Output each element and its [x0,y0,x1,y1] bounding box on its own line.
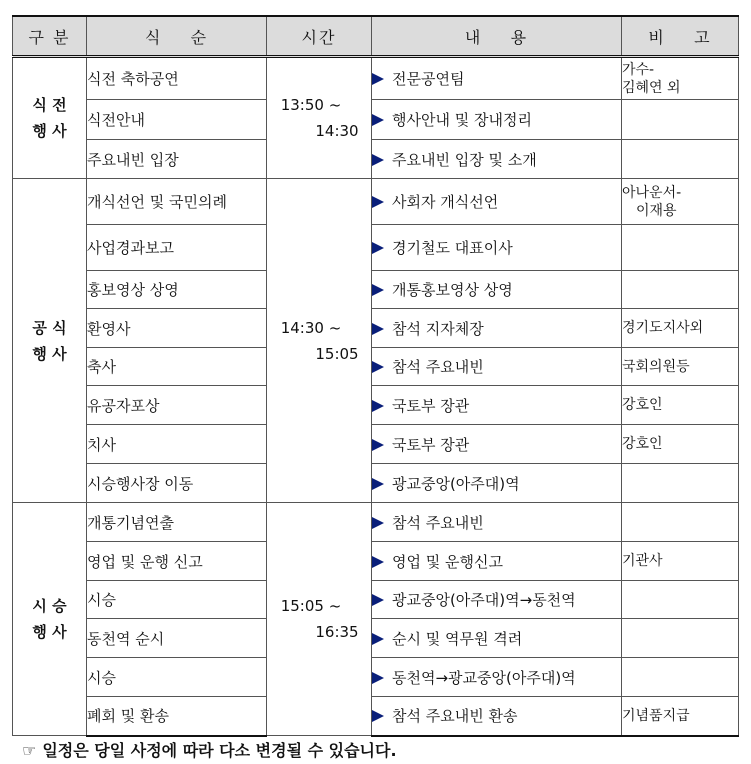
content-text: 참석 지자체장 [392,319,484,338]
order-item: 홍보영상 상영 [87,271,267,309]
time-start: 14:30 ~ [280,318,342,337]
section-category-line2: 행 사 [32,344,67,363]
section-time [267,503,372,736]
table-row [13,542,739,581]
table-row [13,348,739,386]
note-line1: 기념품지급 [622,707,690,724]
footnote-text: 일정은 당일 사정에 따라 다소 변경될 수 있습니다. [42,741,397,760]
table-row [13,581,739,619]
time-start: 15:05 ~ [280,597,342,615]
section-time [267,179,372,503]
note-line1: 강호인 [622,436,663,452]
table-row [13,425,739,464]
triangle-bullet-icon [372,154,384,166]
content-cell [372,697,622,736]
triangle-bullet-icon [372,439,384,451]
section-category-line1: 시 승 [32,597,67,615]
table-row [13,309,739,348]
content-cell [372,542,622,581]
note-cell [622,348,739,386]
table-row [13,140,739,179]
triangle-bullet-icon [372,361,384,373]
header-time: 시간 [267,16,372,57]
section-category [13,503,87,736]
triangle-bullet-icon [372,196,384,208]
note-line1: 국회의원등 [622,358,690,375]
schedule-body [13,57,739,736]
order-item: 시승 [87,581,267,619]
content-cell [372,503,622,542]
schedule-table [12,15,739,737]
content-text: 참석 주요내빈 [392,358,484,376]
note-cell [622,309,739,348]
content-text: 광교중앙(아주대)역 [392,474,520,493]
content-cell [372,309,622,348]
triangle-bullet-icon [372,242,384,254]
note-cell [622,271,739,309]
content-cell [372,619,622,658]
order-item: 사업경과보고 [87,225,267,271]
note-cell [622,225,739,271]
order-item: 주요내빈 입장 [87,140,267,179]
table-row [13,503,739,542]
header-note: 비 고 [622,16,739,57]
note-cell [622,542,739,581]
header-content: 내 용 [372,16,622,57]
triangle-bullet-icon [372,633,384,645]
table-row [13,619,739,658]
content-text: 동천역→광교중앙(아주대)역 [392,668,576,687]
order-item: 식전 축하공연 [87,57,267,100]
table-row [13,225,739,271]
triangle-bullet-icon [372,284,384,296]
content-cell [372,386,622,425]
content-cell [372,140,622,179]
time-end: 15:05 [315,344,359,363]
note-cell [622,140,739,179]
table-row [13,179,739,225]
note-cell [622,503,739,542]
table-row [13,386,739,425]
note-cell [622,581,739,619]
section-category-line1: 공 식 [32,318,67,337]
triangle-bullet-icon [372,594,384,606]
content-text: 사회자 개식선언 [392,193,499,211]
section-category-line2: 행 사 [32,122,67,140]
note-line1: 기관사 [622,553,663,569]
note-line1: 아나운서- [622,184,682,201]
content-cell [372,464,622,503]
content-text: 영업 및 운행신고 [392,552,503,571]
table-row [13,100,739,140]
section-category [13,57,87,179]
order-item: 개통기념연출 [87,503,267,542]
triangle-bullet-icon [372,517,384,529]
header-row [13,16,739,57]
content-cell [372,581,622,619]
note-cell [622,425,739,464]
order-item: 시승 [87,658,267,697]
order-item: 환영사 [87,309,267,348]
content-text: 광교중앙(아주대)역→동천역 [392,591,576,609]
content-cell [372,271,622,309]
triangle-bullet-icon [372,710,384,722]
content-text: 국토부 장관 [392,396,470,415]
order-item: 동천역 순시 [87,619,267,658]
footnote [22,738,397,761]
content-text: 국토부 장관 [392,435,470,454]
note-cell [622,386,739,425]
order-item: 유공자포상 [87,386,267,425]
content-cell [372,225,622,271]
section-category-line2: 행 사 [32,623,67,641]
content-text: 참석 주요내빈 환송 [392,707,518,726]
note-line2: 이재용 [636,202,677,219]
triangle-bullet-icon [372,556,384,568]
triangle-bullet-icon [372,400,384,412]
note-cell [622,464,739,503]
order-item: 치사 [87,425,267,464]
pointing-hand-icon: ☞ [22,741,37,760]
time-end: 14:30 [315,122,359,140]
table-row [13,271,739,309]
triangle-bullet-icon [372,478,384,490]
order-item: 식전안내 [87,100,267,140]
note-cell [622,100,739,140]
order-item: 축사 [87,348,267,386]
content-text: 경기철도 대표이사 [392,239,513,257]
table-row [13,57,739,100]
content-cell [372,179,622,225]
time-start: 13:50 ~ [280,96,342,114]
table-row [13,658,739,697]
time-end: 16:35 [315,623,359,641]
header-order: 식 순 [87,16,267,57]
triangle-bullet-icon [372,323,384,335]
content-cell [372,100,622,140]
table-row [13,697,739,736]
content-text: 주요내빈 입장 및 소개 [392,150,537,169]
note-cell [622,619,739,658]
note-line1: 경기도지사외 [622,320,704,336]
section-category [13,179,87,503]
content-text: 전문공연팀 [392,70,465,88]
table-row [13,464,739,503]
triangle-bullet-icon [372,672,384,684]
triangle-bullet-icon [372,73,384,85]
note-line1: 가수- [622,61,655,78]
triangle-bullet-icon [372,114,384,126]
note-line2: 김혜연 외 [622,79,681,96]
content-text: 참석 주요내빈 [392,513,484,532]
content-cell [372,658,622,697]
order-item: 시승행사장 이동 [87,464,267,503]
order-item: 폐회 및 환송 [87,697,267,736]
content-cell [372,348,622,386]
note-cell [622,179,739,225]
content-text: 개통홍보영상 상영 [392,281,513,299]
header-category: 구 분 [13,16,87,57]
note-cell [622,697,739,736]
section-time [267,57,372,179]
note-cell [622,658,739,697]
content-cell [372,425,622,464]
note-line1: 강호인 [622,397,663,413]
note-cell [622,57,739,100]
order-item: 개식선언 및 국민의례 [87,179,267,225]
order-item: 영업 및 운행 신고 [87,542,267,581]
content-text: 행사안내 및 장내정리 [392,111,532,129]
content-text: 순시 및 역무원 격려 [392,629,523,648]
section-category-line1: 식 전 [32,96,67,114]
content-cell [372,57,622,100]
